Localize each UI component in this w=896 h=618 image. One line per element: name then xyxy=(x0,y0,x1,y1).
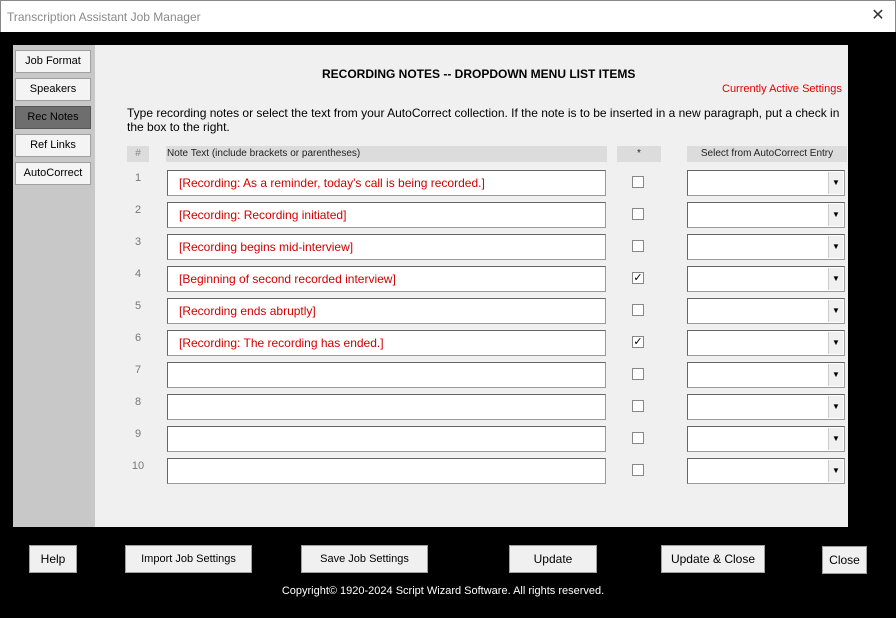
column-header-new-paragraph: * xyxy=(617,146,661,162)
window-close-icon[interactable]: ✕ xyxy=(871,7,885,24)
save-job-settings-button[interactable]: Save Job Settings xyxy=(301,545,428,573)
chevron-down-icon[interactable]: ▼ xyxy=(828,236,843,258)
autocorrect-dropdown[interactable] xyxy=(687,266,845,292)
row-number: 9 xyxy=(134,428,142,440)
note-text-field[interactable]: [Beginning of second recorded interview] xyxy=(167,266,606,292)
page-title: RECORDING NOTES -- DROPDOWN MENU LIST ITEMS xyxy=(322,67,636,81)
instructions-text: Type recording notes or select the text from your AutoCorrect collection. If the note is to be inserted in a new paragraph, put a check in the box to the right. xyxy=(127,106,840,134)
new-paragraph-checkbox[interactable]: ✓ xyxy=(633,336,643,348)
new-paragraph-checkbox[interactable] xyxy=(632,240,644,252)
new-paragraph-checkbox[interactable] xyxy=(632,432,644,444)
chevron-down-icon[interactable]: ▼ xyxy=(828,172,843,194)
import-job-settings-button[interactable]: Import Job Settings xyxy=(125,545,252,573)
new-paragraph-checkbox[interactable] xyxy=(632,464,644,476)
chevron-down-icon[interactable]: ▼ xyxy=(828,332,843,354)
new-paragraph-checkbox[interactable] xyxy=(632,400,644,412)
note-text-field[interactable] xyxy=(167,426,606,452)
update-close-button[interactable]: Update & Close xyxy=(661,545,765,573)
row-number: 10 xyxy=(131,460,145,472)
note-text-field[interactable]: [Recording: As a reminder, today's call is being recorded.] xyxy=(167,170,606,196)
autocorrect-dropdown[interactable] xyxy=(687,202,845,228)
help-button[interactable]: Help xyxy=(29,545,77,573)
note-text-field[interactable] xyxy=(167,458,606,484)
new-paragraph-checkbox[interactable] xyxy=(632,208,644,220)
autocorrect-dropdown[interactable] xyxy=(687,234,845,260)
chevron-down-icon[interactable]: ▼ xyxy=(828,428,843,450)
tab-speakers[interactable]: Speakers xyxy=(15,78,91,101)
column-header-note-text: Note Text (include brackets or parentheses) xyxy=(166,146,607,162)
new-paragraph-checkbox[interactable] xyxy=(632,176,644,188)
note-text-field[interactable]: [Recording: Recording initiated] xyxy=(167,202,606,228)
title-bar xyxy=(0,0,896,32)
column-header-number: # xyxy=(127,146,149,162)
copyright-footer: Copyright© 1920-2024 Script Wizard Software. All rights reserved. xyxy=(281,585,605,597)
row-number: 6 xyxy=(134,332,142,344)
chevron-down-icon[interactable]: ▼ xyxy=(828,460,843,482)
chevron-down-icon[interactable]: ▼ xyxy=(828,268,843,290)
new-paragraph-checkbox[interactable] xyxy=(632,304,644,316)
note-text-field[interactable] xyxy=(167,362,606,388)
chevron-down-icon[interactable]: ▼ xyxy=(828,396,843,418)
row-number: 3 xyxy=(134,236,142,248)
tab-autocorrect[interactable]: AutoCorrect xyxy=(15,162,91,185)
row-number: 7 xyxy=(134,364,142,376)
autocorrect-dropdown[interactable] xyxy=(687,362,845,388)
autocorrect-dropdown[interactable] xyxy=(687,298,845,324)
autocorrect-dropdown[interactable] xyxy=(687,170,845,196)
autocorrect-dropdown[interactable] xyxy=(687,330,845,356)
update-button[interactable]: Update xyxy=(509,545,597,573)
autocorrect-dropdown[interactable] xyxy=(687,458,845,484)
new-paragraph-checkbox[interactable]: ✓ xyxy=(633,272,643,284)
row-number: 8 xyxy=(134,396,142,408)
tab-job-format[interactable]: Job Format xyxy=(15,50,91,73)
row-number: 5 xyxy=(134,300,142,312)
autocorrect-dropdown[interactable] xyxy=(687,394,845,420)
column-header-autocorrect: Select from AutoCorrect Entry xyxy=(687,146,847,162)
note-text-field[interactable]: [Recording: The recording has ended.] xyxy=(167,330,606,356)
new-paragraph-checkbox[interactable] xyxy=(632,368,644,380)
active-settings-label: Currently Active Settings xyxy=(722,83,842,95)
row-number: 2 xyxy=(134,204,142,216)
tab-ref-links[interactable]: Ref Links xyxy=(15,134,91,157)
autocorrect-dropdown[interactable] xyxy=(687,426,845,452)
close-button[interactable]: Close xyxy=(822,546,867,574)
chevron-down-icon[interactable]: ▼ xyxy=(828,300,843,322)
note-text-field[interactable]: [Recording begins mid-interview] xyxy=(167,234,606,260)
chevron-down-icon[interactable]: ▼ xyxy=(828,364,843,386)
window-title: Transcription Assistant Job Manager xyxy=(7,10,201,24)
chevron-down-icon[interactable]: ▼ xyxy=(828,204,843,226)
row-number: 4 xyxy=(134,268,142,280)
row-number: 1 xyxy=(134,172,142,184)
note-text-field[interactable]: [Recording ends abruptly] xyxy=(167,298,606,324)
note-text-field[interactable] xyxy=(167,394,606,420)
tab-rec-notes[interactable]: Rec Notes xyxy=(15,106,91,129)
